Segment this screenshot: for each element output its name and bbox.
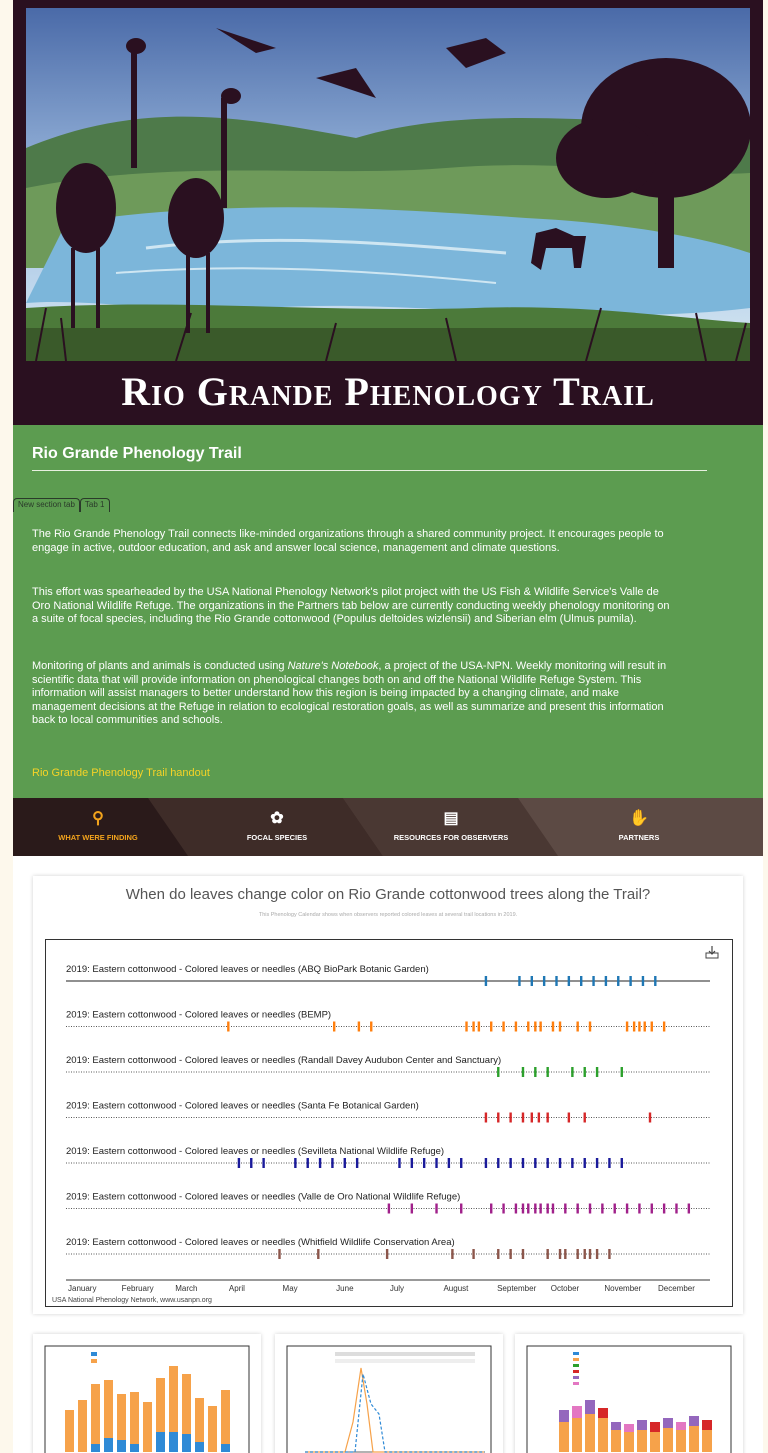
observation-mark [538, 1113, 540, 1123]
observation-mark [485, 976, 487, 986]
observation-mark [626, 1022, 628, 1032]
intro-paragraph-3 [32, 660, 672, 728]
handshake-icon: ✋ [629, 810, 649, 827]
observation-mark [584, 1158, 586, 1168]
thumbnail-3-image [515, 1334, 743, 1453]
observation-mark [568, 976, 570, 986]
observation-mark [497, 1113, 499, 1123]
observation-mark [522, 1113, 524, 1123]
observation-mark [370, 1022, 372, 1032]
observation-mark [546, 1204, 548, 1214]
series-label: 2019: Eastern cottonwood - Colored leaves or needles (BEMP) [66, 1009, 332, 1021]
observation-mark [589, 1249, 591, 1259]
month-tick-label: December [658, 1284, 695, 1293]
observation-mark [651, 1022, 653, 1032]
intro-section [13, 425, 763, 798]
observation-mark [522, 1204, 524, 1214]
p3-text-end: , a project of the USA-NPN. Weekly monitoring will result in scientific data that will provide information on phenological changes both on and off the National Wildlife Refuge System. This information will assist managers to better understand how this region is being impacted by a changing climate, and make management decisions at the Refuge in relation to ecological restoration goals, as well as summarize and present this information back to local communities and schools. [32, 660, 667, 726]
observation-mark [564, 1249, 566, 1259]
observation-mark [576, 1022, 578, 1032]
observation-mark [518, 976, 520, 986]
observation-mark [238, 1158, 240, 1168]
observation-mark [649, 1113, 651, 1123]
observation-mark [580, 976, 582, 986]
thumbnail-line-chart[interactable] [275, 1334, 503, 1453]
observation-mark [522, 1158, 524, 1168]
observation-mark [617, 976, 619, 986]
observation-mark [294, 1158, 296, 1168]
observation-mark [546, 1067, 548, 1077]
month-tick-label: June [336, 1284, 354, 1293]
page [13, 0, 763, 1453]
month-tick-label: August [443, 1284, 469, 1293]
nav-label: FOCAL SPECIES [246, 833, 308, 842]
observation-mark [485, 1158, 487, 1168]
series-label: 2019: Eastern cottonwood - Colored leaves or needles (Whitfield Wildlife Conservation Area) [66, 1237, 455, 1248]
observation-mark [435, 1204, 437, 1214]
observation-mark [534, 1022, 536, 1032]
thumbnail-1-image [33, 1334, 261, 1453]
observation-mark [596, 1158, 598, 1168]
observation-mark [534, 1158, 536, 1168]
observation-mark [642, 976, 644, 986]
chart-title: When do leaves change color on Rio Grande cottonwood trees along the Trail? [125, 886, 651, 903]
section-tabs [13, 498, 110, 514]
observation-mark [502, 1204, 504, 1214]
observation-mark [460, 1204, 462, 1214]
observation-mark [592, 976, 594, 986]
nav-label: PARTNERS [618, 833, 660, 842]
observation-mark [333, 1022, 335, 1032]
observation-mark [522, 1249, 524, 1259]
observation-mark [534, 1067, 536, 1077]
observation-mark [663, 1204, 665, 1214]
observation-mark [448, 1158, 450, 1168]
observation-mark [552, 1022, 554, 1032]
series-label: 2019: Eastern cottonwood - Colored leaves or needles (Sevilleta National Wildlife Refuge) [66, 1146, 445, 1157]
intro-paragraph-2: This effort was spearheaded by the USA National Phenology Network's pilot project with the US Fish & Wildlife Service's Valle de Oro National Wildlife Refuge. The organizations in the Partners tab below are currently conducting weekly phenology monitoring on a suite of focal species, including the Rio Grande cottonwood (Populus deltoides wizlensii) and Siberian elm (Ulmus pumila). [32, 586, 670, 625]
observation-mark [576, 1204, 578, 1214]
download-icon[interactable] [706, 946, 718, 958]
observation-mark [250, 1158, 252, 1168]
observation-mark [688, 1204, 690, 1214]
thumbnail-bar-chart[interactable] [33, 1334, 261, 1453]
observation-mark [527, 1022, 529, 1032]
observation-mark [614, 1204, 616, 1214]
p3-text-start: Monitoring of plants and animals is conducted using [32, 660, 288, 672]
nav-what-were-finding[interactable] [8, 798, 188, 856]
paw-icon: ✿ [270, 810, 284, 827]
month-tick-label: July [389, 1284, 405, 1293]
observation-mark [478, 1022, 480, 1032]
intro-paragraph-1: The Rio Grande Phenology Trail connects like-minded organizations through a shared community project. It encourages people to engage in active, outdoor education, and ask and answer local science, management and climate questions. [32, 528, 664, 554]
month-tick-label: February [121, 1284, 154, 1293]
month-tick-label: September [497, 1284, 537, 1293]
banner [13, 0, 763, 425]
observation-mark [552, 1204, 554, 1214]
nav-resources-for-observers[interactable] [361, 798, 541, 856]
title-divider [32, 470, 707, 471]
banner-illustration [26, 8, 750, 361]
observation-mark [472, 1022, 474, 1032]
search-icon: ⚲ [92, 810, 104, 827]
observation-mark [515, 1022, 517, 1032]
thumbnail-2-image [275, 1334, 503, 1453]
tab-new-section[interactable]: New section tab [13, 498, 80, 512]
observation-mark [509, 1249, 511, 1259]
observation-mark [626, 1204, 628, 1214]
series-label: 2019: Eastern cottonwood - Colored leaves or needles (Santa Fe Botanical Garden) [66, 1100, 419, 1112]
observation-mark [386, 1249, 388, 1259]
series-label: 2019: Eastern cottonwood - Colored leaves or needles (Randall Davey Audubon Center and Sanctuary) [66, 1055, 502, 1066]
calendar-plot [46, 940, 732, 1306]
observation-mark [539, 1204, 541, 1214]
observation-mark [356, 1158, 358, 1168]
observation-mark [638, 1022, 640, 1032]
natures-notebook-emphasis: Nature's Notebook [287, 660, 379, 672]
observation-mark [589, 1022, 591, 1032]
nav-label: WHAT WERE FINDING [58, 833, 138, 842]
observation-mark [644, 1022, 646, 1032]
observation-mark [497, 1067, 499, 1077]
observation-mark [358, 1022, 360, 1032]
observation-mark [497, 1249, 499, 1259]
observation-mark [629, 976, 631, 986]
observation-mark [654, 976, 656, 986]
observation-mark [509, 1113, 511, 1123]
observation-mark [451, 1249, 453, 1259]
observation-mark [227, 1022, 229, 1032]
observation-mark [621, 1158, 623, 1168]
observation-mark [423, 1158, 425, 1168]
tab-1[interactable]: Tab 1 [80, 498, 110, 512]
observation-mark [307, 1158, 309, 1168]
observation-mark [543, 976, 545, 986]
observation-mark [559, 1022, 561, 1032]
observation-mark [531, 1113, 533, 1123]
observation-mark [388, 1204, 390, 1214]
observation-mark [534, 1204, 536, 1214]
observation-mark [568, 1113, 570, 1123]
observation-mark [460, 1158, 462, 1168]
phenology-calendar-card [33, 876, 743, 1314]
observation-mark [522, 1067, 524, 1077]
nav-partners[interactable] [549, 798, 729, 856]
observation-mark [331, 1158, 333, 1168]
observation-mark [605, 976, 607, 986]
observation-mark [663, 1022, 665, 1032]
observation-mark [497, 1158, 499, 1168]
phenology-calendar [45, 939, 733, 1307]
observation-mark [633, 1022, 635, 1032]
observation-mark [621, 1067, 623, 1077]
observation-mark [411, 1158, 413, 1168]
handout-link[interactable]: Rio Grande Phenology Trail handout [32, 767, 210, 779]
observation-mark [278, 1249, 280, 1259]
observation-mark [490, 1204, 492, 1214]
observation-mark [564, 1204, 566, 1214]
observation-mark [571, 1067, 573, 1077]
observation-mark [502, 1022, 504, 1032]
month-tick-label: January [68, 1284, 97, 1293]
observation-mark [675, 1204, 677, 1214]
chart-subtitle: This Phenology Calendar shows when observers reported colored leaves at several trail locations in 2019. [258, 912, 518, 918]
nav-label: RESOURCES FOR OBSERVERS [393, 833, 509, 842]
observation-mark [398, 1158, 400, 1168]
observation-mark [546, 1249, 548, 1259]
section-nav [13, 798, 763, 856]
observation-mark [531, 976, 533, 986]
observation-mark [584, 1113, 586, 1123]
observation-mark [596, 1249, 598, 1259]
observation-mark [555, 976, 557, 986]
thumbnail-stacked-chart[interactable] [515, 1334, 743, 1453]
month-tick-label: April [228, 1284, 245, 1293]
observation-mark [317, 1249, 319, 1259]
nav-focal-species[interactable] [187, 798, 367, 856]
observation-mark [589, 1204, 591, 1214]
month-tick-label: March [175, 1284, 198, 1293]
observation-mark [576, 1249, 578, 1259]
observation-mark [546, 1113, 548, 1123]
observation-mark [472, 1249, 474, 1259]
notebook-icon: ▤ [443, 810, 459, 827]
observation-mark [651, 1204, 653, 1214]
month-tick-label: November [604, 1284, 642, 1293]
observation-mark [485, 1113, 487, 1123]
observation-mark [638, 1204, 640, 1214]
series-label: 2019: Eastern cottonwood - Colored leaves or needles (Valle de Oro National Wildlife Refuge) [66, 1191, 461, 1203]
observation-mark [608, 1158, 610, 1168]
observation-mark [601, 1204, 603, 1214]
observation-mark [527, 1204, 529, 1214]
observation-mark [559, 1249, 561, 1259]
series-label: 2019: Eastern cottonwood - Colored leaves or needles (ABQ BioPark Botanic Garden) [66, 964, 429, 975]
observation-mark [546, 1158, 548, 1168]
observation-mark [262, 1158, 264, 1168]
chart-credit: USA National Phenology Network, www.usanpn.org [52, 1297, 212, 1304]
observation-mark [596, 1067, 598, 1077]
observation-mark [319, 1158, 321, 1168]
observation-mark [571, 1158, 573, 1168]
observation-mark [509, 1158, 511, 1168]
observation-mark [584, 1067, 586, 1077]
observation-mark [465, 1022, 467, 1032]
observation-mark [411, 1204, 413, 1214]
observation-mark [515, 1204, 517, 1214]
observation-mark [435, 1158, 437, 1168]
month-tick-label: May [282, 1284, 298, 1293]
month-tick-label: October [550, 1284, 580, 1293]
observation-mark [608, 1249, 610, 1259]
banner-title: Rio Grande Phenology Trail [121, 369, 655, 414]
observation-mark [559, 1158, 561, 1168]
observation-mark [344, 1158, 346, 1168]
observation-mark [539, 1022, 541, 1032]
observation-mark [490, 1022, 492, 1032]
section-title: Rio Grande Phenology Trail [32, 445, 242, 462]
observation-mark [584, 1249, 586, 1259]
